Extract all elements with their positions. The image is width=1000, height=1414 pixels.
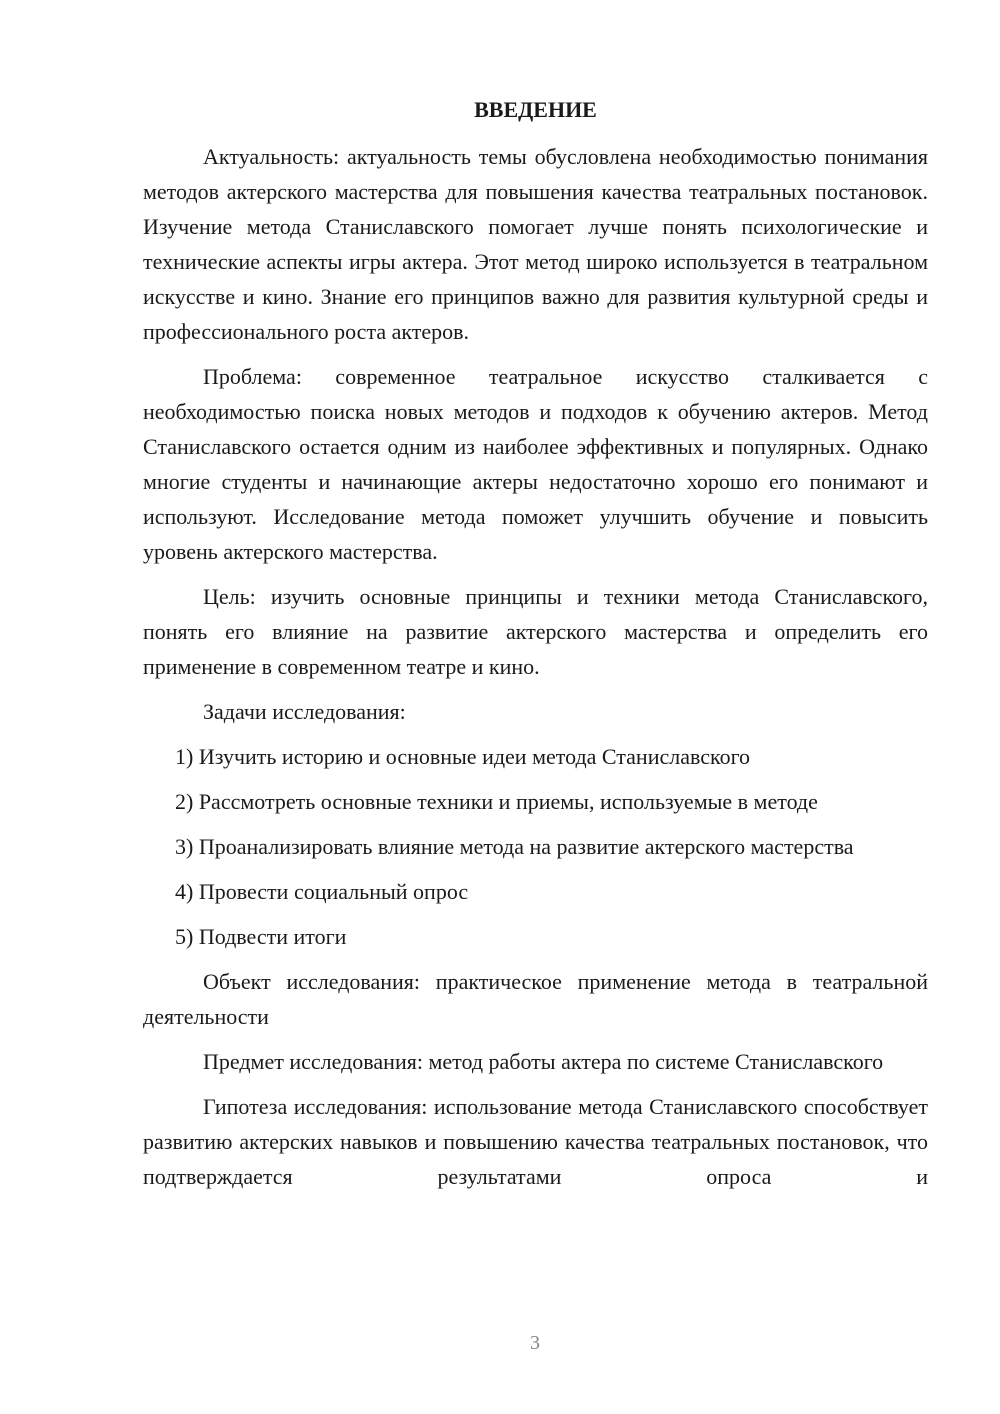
task-item: 5) Подвести итоги <box>175 924 347 949</box>
paragraph-problem: Проблема: современное театральное искусство сталкивается с необходимостью поиска новых методов и подходов к обучению актеров. Метод Станиславского остается одним из наиболее эффективных и популярных. Однако многие студенты и начинающие актеры недостаточно хорошо его понимают и используют. Исследование метода поможет улучшить обучение и повысить уровень актерского мастерства. <box>143 364 928 564</box>
paragraph-relevance: Актуальность: актуальность темы обусловлена необходимостью понимания методов актерского мастерства для повышения качества театральных постановок. Изучение метода Станиславского помогает лучше понять психологические и технические аспекты игры актера. Этот метод широко используется в театральном искусстве и кино. Знание его принципов важно для развития культурной среды и профессионального роста актеров. <box>143 144 928 344</box>
page-number: 3 <box>530 1332 540 1354</box>
paragraph-goal: Цель: изучить основные принципы и техники метода Станиславского, понять его влияние на развитие актерского мастерства и определить его применение в современном театре и кино. <box>143 584 928 679</box>
task-item: 1) Изучить историю и основные идеи метода Станиславского <box>175 744 751 769</box>
task-item: 3) Проанализировать влияние метода на развитие актерского мастерства <box>175 834 854 859</box>
section-title: ВВЕДЕНИЕ <box>474 97 597 122</box>
paragraph-object: Объект исследования: практическое применение метода в театральной деятельности <box>143 969 928 1029</box>
paragraph-subject: Предмет исследования: метод работы актера по системе Станиславского <box>203 1049 884 1074</box>
document-page <box>143 92 928 1194</box>
task-item: 4) Провести социальный опрос <box>175 879 469 904</box>
paragraph-hypothesis: Гипотеза исследования: использование метода Станиславского способствует развитию актерских навыков и повышению качества театральных постановок, что подтверждается результатами опроса и <box>143 1094 928 1189</box>
task-item: 2) Рассмотреть основные техники и приемы, используемые в методе <box>175 789 818 814</box>
paragraph-tasks-heading: Задачи исследования: <box>203 699 406 724</box>
